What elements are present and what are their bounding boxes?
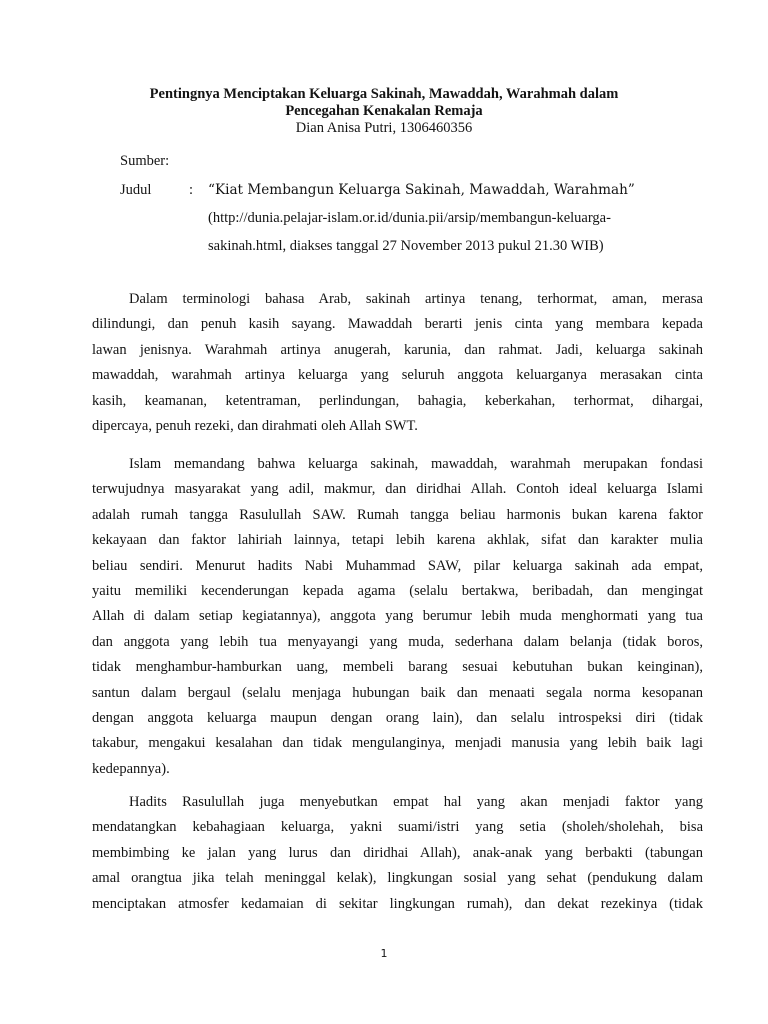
paragraph-line: tidak menghambur-hamburkan uang, membeli barang sesuai kebutuhan bukan keinginan), [92, 659, 703, 676]
source-url-row-2 [120, 238, 680, 266]
source-title-row [120, 182, 680, 210]
paragraph-line: dipercaya, penuh rezeki, dan dirahmati oleh Allah SWT. [92, 418, 418, 435]
paragraph-line: lawan jenisnya. Warahmah artinya anugerah, karunia, dan rahmat. Jadi, keluarga sakinah [92, 341, 703, 358]
paragraph-line: mendatangkan kebahagiaan keluarga, yakni suami/istri yang setia (sholeh/sholehah, bisa [92, 819, 703, 836]
paragraph-line: dengan anggota keluarga maupun dengan orang lain), dan selalu introspeksi diri (tidak [92, 710, 703, 727]
paragraph-line: beliau sendiri. Menurut hadits Nabi Muhammad SAW, pilar keluarga sakinah ada empat, [92, 557, 703, 574]
paragraph-line: amal orangtua jika telah meninggal kelak), lingkungan sosial yang sehat (pendukung dalam [92, 870, 703, 887]
document-title-line-1: Pentingnya Menciptakan Keluarga Sakinah, Mawaddah, Warahmah dalam [149, 86, 619, 102]
paragraph-line: membimbing ke jalan yang lurus dan diridhai Allah), anak-anak yang berbakti (tabungan [92, 844, 703, 861]
author-line: Dian Anisa Putri, 1306460356 [295, 120, 473, 136]
title-block [60, 86, 708, 137]
paragraph-line: santun dalam bergaul (selalu menjaga hubungan baik dan menaati segala norma kesopanan [92, 684, 703, 701]
paragraph-line: dan anggota yang lebih tua menyayangi yang muda, sederhana dalam belanja (tidak boros, [92, 633, 703, 650]
paragraph-line: kasih, keamanan, ketentraman, perlindungan, bahagia, keberkahan, terhormat, dihargai, [92, 392, 703, 409]
paragraph-3 [92, 790, 703, 917]
source-url-row [120, 210, 680, 238]
paragraph-line: takabur, mengakui kesalahan dan tidak mengulanginya, menjadi manusia yang lebih baik lagi [92, 735, 703, 752]
source-title-colon: : [189, 182, 194, 198]
paragraph-line: kekayaan dan faktor lahiriah lainnya, tetapi lebih karena akhlak, sifat dan karakter mulia [92, 532, 703, 549]
paragraph-line: Allah di dalam setiap kegiatannya), anggota yang berumur lebih muda menghormati yang tua [92, 608, 703, 625]
paragraph-line: mawaddah, warahmah artinya keluarga yang seluruh anggota keluarganya merasakan cinta [92, 367, 703, 384]
paragraph-line: yaitu memiliki kecenderungan kepada agama (selalu bertakwa, beribadah, dan mengingat [92, 583, 703, 600]
source-url-line-2: sakinah.html, diakses tanggal 27 November 2013 pukul 21.30 WIB) [208, 238, 604, 254]
paragraph-1 [92, 287, 703, 439]
source-url-line-1: (http://dunia.pelajar-islam.or.id/dunia.pii/arsip/membangun-keluarga- [208, 210, 611, 226]
document-title-line-2: Pencegahan Kenakalan Remaja [285, 103, 483, 119]
source-title-key: Judul [120, 182, 152, 198]
source-title-value: “Kiat Membangun Keluarga Sakinah, Mawaddah, Warahmah” [208, 182, 635, 198]
paragraph-2 [92, 452, 703, 782]
paragraph-line: adalah rumah tangga Rasulullah SAW. Rumah tangga beliau harmonis bukan karena faktor [92, 506, 703, 523]
paragraph-line: menciptakan atmosfer kedamaian di sekitar lingkungan rumah), dan dekat rezekinya (tidak [92, 895, 703, 912]
paragraph-line: Hadits Rasulullah juga menyebutkan empat hal yang akan menjadi faktor yang [129, 794, 703, 810]
paragraph-line: terwujudnya masyarakat yang adil, makmur, dan diridhai Allah. Contoh ideal keluarga Islami [92, 481, 703, 498]
page-number: 1 [380, 947, 388, 960]
source-label: Sumber: [120, 153, 170, 169]
paragraph-line: kedepannya). [92, 760, 170, 777]
paragraph-line: Dalam terminologi bahasa Arab, sakinah artinya tenang, terhormat, aman, merasa [129, 291, 703, 307]
paragraph-line: dilindungi, dan penuh kasih sayang. Mawaddah berarti jenis cinta yang membara kepada [92, 316, 703, 333]
paragraph-line: Islam memandang bahwa keluarga sakinah, mawaddah, warahmah merupakan fondasi [129, 456, 703, 472]
